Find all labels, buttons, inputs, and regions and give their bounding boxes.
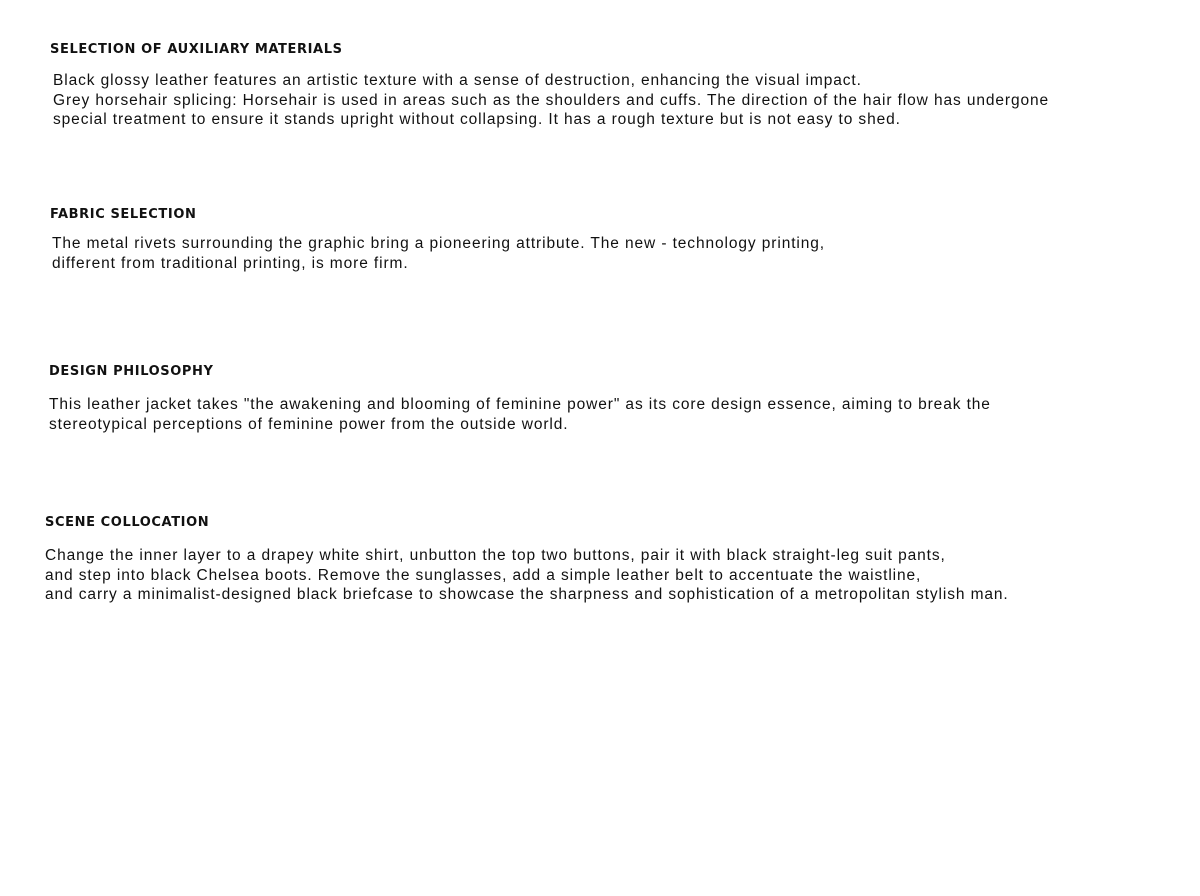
body-line: different from traditional printing, is more firm.: [52, 254, 409, 272]
body-line: special treatment to ensure it stands upright without collapsing. It has a rough texture but is not easy to shed.: [53, 111, 901, 128]
section-design-philosophy: [49, 363, 991, 434]
body-line: The metal rivets surrounding the graphic bring a pioneering attribute. The new - technology printing,: [52, 235, 826, 252]
section-body: [45, 546, 1009, 605]
section-body: [49, 395, 991, 434]
body-line: and carry a minimalist-designed black briefcase to showcase the sharpness and sophistication of a metropolitan stylish man.: [45, 586, 1009, 603]
section-heading: DESIGN PHILOSOPHY: [49, 364, 214, 379]
body-line: Grey horsehair splicing: Horsehair is used in areas such as the shoulders and cuffs. The direction of the hair flow has undergone: [53, 91, 1050, 109]
body-line: stereotypical perceptions of feminine power from the outside world.: [49, 415, 569, 433]
section-body: [53, 71, 1049, 130]
section-heading: SCENE COLLOCATION: [45, 515, 210, 530]
body-line: Change the inner layer to a drapey white shirt, unbutton the top two buttons, pair it with black straight-leg suit pants,: [45, 547, 946, 564]
section-body: [52, 234, 825, 273]
body-line: This leather jacket takes "the awakening and blooming of feminine power" as its core design essence, aiming to break the: [49, 396, 991, 413]
body-line: Black glossy leather features an artistic texture with a sense of destruction, enhancing the visual impact.: [53, 72, 862, 89]
section-auxiliary-materials: [50, 41, 1049, 130]
section-scene-collocation: [45, 514, 1009, 605]
section-fabric-selection: [50, 206, 825, 273]
section-heading: SELECTION OF AUXILIARY MATERIALS: [50, 42, 343, 57]
section-heading: FABRIC SELECTION: [50, 207, 197, 222]
body-line: and step into black Chelsea boots. Remove the sunglasses, add a simple leather belt to accentuate the waistline,: [45, 566, 922, 584]
